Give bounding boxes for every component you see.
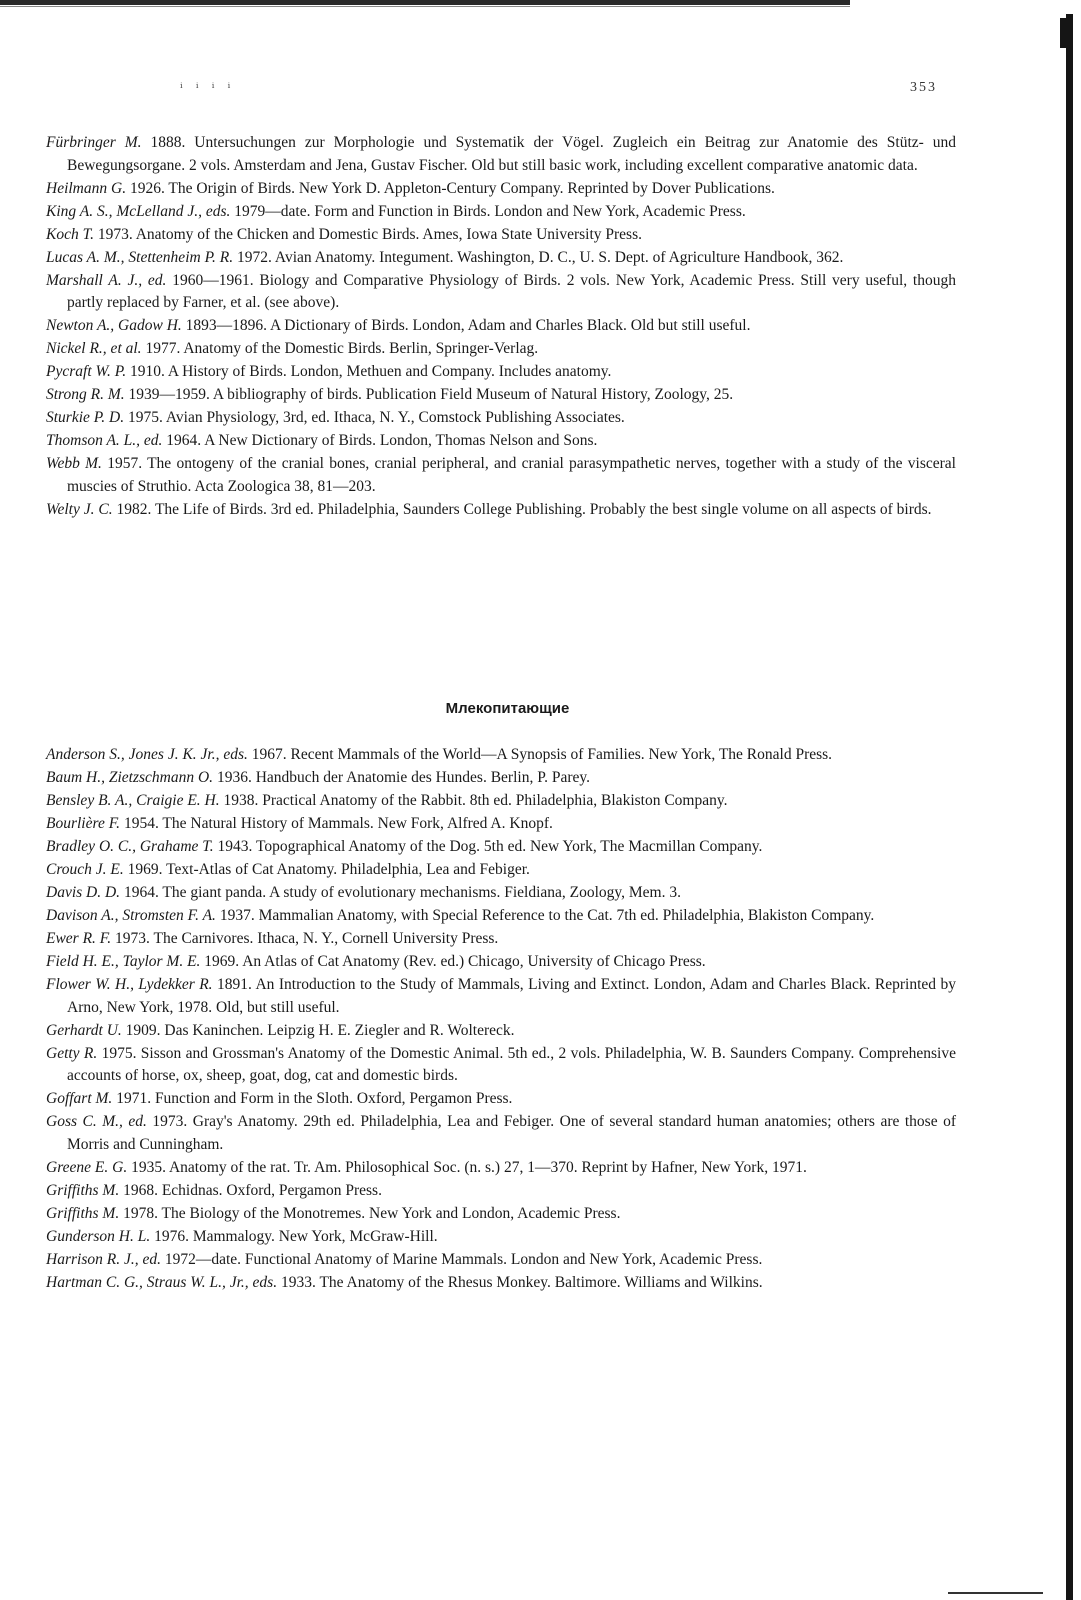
reference-text: 1937. Mammalian Anatomy, with Special Reference to the Cat. 7th ed. Philadelphia, Blakiston Company. xyxy=(215,907,875,924)
page-number: 353 xyxy=(910,80,937,95)
reference-text: 1973. The Carnivores. Ithaca, N. Y., Cornell University Press. xyxy=(111,930,499,947)
reference-text: 1979—date. Form and Function in Birds. London and New York, Academic Press. xyxy=(230,202,746,220)
reference-author: Ewer R. F. xyxy=(46,930,112,947)
reference-entry xyxy=(46,361,956,384)
reference-author: Crouch J. E. xyxy=(46,861,124,878)
top-border-rule xyxy=(0,0,850,5)
reference-entry xyxy=(46,224,956,247)
reference-text: 1977. Anatomy of the Domestic Birds. Berlin, Springer-Verlag. xyxy=(141,340,539,357)
reference-text: 1967. Recent Mammals of the World—A Synopsis of Families. New York, The Ronald Press. xyxy=(247,746,833,763)
reference-entry xyxy=(46,201,956,224)
reference-author: Webb M. xyxy=(46,455,102,472)
reference-entry xyxy=(46,1020,956,1043)
reference-text: 1926. The Origin of Birds. New York D. Appleton-Century Company. Reprinted by Dover Publications. xyxy=(126,179,775,197)
reference-entry xyxy=(46,430,956,453)
reference-text: 1971. Function and Form in the Sloth. Oxford, Pergamon Press. xyxy=(112,1090,513,1107)
reference-entry xyxy=(46,247,956,270)
reference-entry xyxy=(46,315,956,338)
reference-entry xyxy=(46,338,956,361)
reference-entry xyxy=(46,813,956,836)
running-header: ⁱ ⁱ ⁱ ⁱ xyxy=(180,80,236,95)
reference-text: 1960—1961. Biology and Comparative Physiology of Birds. 2 vols. New York, Academic Press. Still very useful, though partly replaced by Farner, et al. (see above). xyxy=(67,271,956,311)
reference-entry xyxy=(46,790,956,813)
reference-text: 1938. Practical Anatomy of the Rabbit. 8th ed. Philadelphia, Blakiston Company. xyxy=(219,792,728,809)
reference-entry xyxy=(46,744,956,767)
reference-entry xyxy=(46,1249,956,1272)
reference-text: 1957. The ontogeny of the cranial bones, cranial peripheral, and cranial parasympathetic nerves, together with a study of the visceral muscies of Struthio. Acta Zoologica 38, 81—203. xyxy=(67,455,956,495)
reference-author: Getty R. xyxy=(46,1044,98,1062)
reference-author: Field H. E., Taylor M. E. xyxy=(46,953,201,970)
reference-author: Lucas A. M., Stettenheim P. R. xyxy=(46,248,234,266)
reference-text: 1954. The Natural History of Mammals. New Fork, Alfred A. Knopf. xyxy=(120,815,553,832)
reference-entry xyxy=(46,951,956,974)
reference-entry xyxy=(46,767,956,790)
reference-author: Bradley O. C., Grahame T. xyxy=(46,838,214,855)
page-edge-shadow xyxy=(1066,14,1073,1600)
reference-text: 1888. Untersuchungen zur Morphologie und Systematik der Vögel. Zugleich ein Beitrag zur Anatomie des Stütz- und Bewegungsorgane. 2 vols. Amsterdam and Jena, Gustav Fischer. Old but still basic work, including excellent comparative anatomic data. xyxy=(67,134,956,174)
reference-text: 1935. Anatomy of the rat. Tr. Am. Philosophical Soc. (n. s.) 27, 1—370. Reprint by Hafner, New York, 1971. xyxy=(127,1158,807,1176)
reference-text: 1969. Text-Atlas of Cat Anatomy. Philadelphia, Lea and Febiger. xyxy=(123,861,530,878)
reference-entry xyxy=(46,928,956,951)
bottom-edge-mark xyxy=(948,1592,1043,1594)
reference-entry xyxy=(46,1203,956,1226)
reference-entry xyxy=(46,1043,956,1088)
reference-author: Baum H., Zietzschmann O. xyxy=(46,769,214,786)
reference-entry xyxy=(46,1272,956,1295)
reference-text: 1975. Avian Physiology, 3rd, ed. Ithaca, N. Y., Comstock Publishing Associates. xyxy=(124,409,625,426)
reference-text: 1969. An Atlas of Cat Anatomy (Rev. ed.) Chicago, University of Chicago Press. xyxy=(200,953,706,970)
reference-text: 1978. The Biology of the Monotremes. New York and London, Academic Press. xyxy=(119,1204,621,1222)
reference-entry xyxy=(46,836,956,859)
reference-text: 1982. The Life of Birds. 3rd ed. Philadelphia, Saunders College Publishing. Probably the best single volume on all aspects of birds. xyxy=(112,500,932,518)
reference-author: Bourlière F. xyxy=(46,815,121,832)
reference-entry xyxy=(46,453,956,498)
reference-text: 1909. Das Kaninchen. Leipzig H. E. Ziegler and R. Woltereck. xyxy=(121,1021,515,1039)
reference-author: Heilmann G. xyxy=(46,179,127,197)
reference-author: Gerhardt U. xyxy=(46,1021,122,1039)
reference-text: 1976. Mammalogy. New York, McGraw-Hill. xyxy=(150,1227,438,1245)
reference-entry xyxy=(46,499,956,522)
reference-text: 1933. The Anatomy of the Rhesus Monkey. Baltimore. Williams and Wilkins. xyxy=(277,1273,763,1291)
reference-author: Goffart M. xyxy=(46,1090,113,1107)
reference-author: Flower W. H., Lydekker R. xyxy=(46,976,213,993)
section-heading: Млекопитающие xyxy=(445,700,570,717)
reference-text: 1964. A New Dictionary of Birds. London, Thomas Nelson and Sons. xyxy=(162,432,598,449)
reference-entry xyxy=(46,1226,956,1249)
reference-text: 1939—1959. A bibliography of birds. Publication Field Museum of Natural History, Zoology, 25. xyxy=(124,386,734,403)
reference-author: Harrison R. J., ed. xyxy=(46,1250,161,1268)
reference-text: 1968. Echidnas. Oxford, Pergamon Press. xyxy=(119,1181,382,1199)
reference-author: Sturkie P. D. xyxy=(46,409,125,426)
birds-reference-list xyxy=(46,132,956,522)
reference-author: Davis D. D. xyxy=(46,884,121,901)
reference-entry xyxy=(46,905,956,928)
reference-entry xyxy=(46,859,956,882)
reference-text: 1943. Topographical Anatomy of the Dog. 5th ed. New York, The Macmillan Company. xyxy=(213,838,763,855)
reference-author: Griffiths M. xyxy=(46,1204,120,1222)
reference-author: Anderson S., Jones J. K. Jr., eds. xyxy=(46,746,248,763)
reference-entry xyxy=(46,270,956,315)
reference-text: 1936. Handbuch der Anatomie des Hundes. Berlin, P. Parey. xyxy=(213,769,591,786)
reference-author: Fürbringer M. xyxy=(46,134,142,151)
reference-author: Pycraft W. P. xyxy=(46,363,127,380)
reference-author: Griffiths M. xyxy=(46,1181,120,1199)
reference-entry xyxy=(46,384,956,407)
reference-entry xyxy=(46,1157,956,1180)
reference-author: Hartman C. G., Straus W. L., Jr., eds. xyxy=(46,1273,278,1291)
reference-text: 1973. Gray's Anatomy. 29th ed. Philadelphia, Lea and Febiger. One of several standard human anatomies; others are those of Morris and Cunningham. xyxy=(67,1113,956,1153)
reference-entry xyxy=(46,178,956,201)
reference-text: 1973. Anatomy of the Chicken and Domestic Birds. Ames, Iowa State University Press. xyxy=(93,225,642,243)
mammals-reference-list xyxy=(46,744,956,1295)
reference-text: 1972—date. Functional Anatomy of Marine Mammals. London and New York, Academic Press. xyxy=(160,1250,763,1268)
reference-entry xyxy=(46,974,956,1019)
reference-entry xyxy=(46,1111,956,1156)
reference-author: Bensley B. A., Craigie E. H. xyxy=(46,792,220,809)
reference-author: Davison A., Stromsten F. A. xyxy=(46,907,216,924)
reference-author: Nickel R., et al. xyxy=(46,340,142,357)
reference-entry xyxy=(46,1180,956,1203)
reference-text: 1975. Sisson and Grossman's Anatomy of the Domestic Animal. 5th ed., 2 vols. Philadelphia, W. B. Saunders Company. Comprehensive accounts of horse, ox, sheep, goat, dog, cat and domestic birds. xyxy=(67,1044,956,1084)
reference-author: Strong R. M. xyxy=(46,386,125,403)
reference-author: Welty J. C. xyxy=(46,500,113,518)
reference-author: Thomson A. L., ed. xyxy=(46,432,163,449)
top-border-thin-rule xyxy=(0,6,850,7)
reference-entry xyxy=(46,407,956,430)
reference-author: Marshall A. J., ed. xyxy=(46,271,167,289)
reference-text: 1910. A History of Birds. London, Methuen and Company. Includes anatomy. xyxy=(126,363,612,380)
reference-text: 1972. Avian Anatomy. Integument. Washington, D. C., U. S. Dept. of Agriculture Handbook, 362. xyxy=(233,248,844,266)
reference-text: 1893—1896. A Dictionary of Birds. London, Adam and Charles Black. Old but still useful. xyxy=(181,317,751,334)
reference-entry xyxy=(46,132,956,177)
reference-entry xyxy=(46,1088,956,1111)
reference-entry xyxy=(46,882,956,905)
reference-author: Koch T. xyxy=(46,225,94,243)
reference-author: King A. S., McLelland J., eds. xyxy=(46,202,231,220)
reference-author: Greene E. G. xyxy=(46,1158,128,1176)
reference-author: Newton A., Gadow H. xyxy=(46,317,182,334)
reference-author: Goss C. M., ed. xyxy=(46,1113,147,1130)
reference-text: 1891. An Introduction to the Study of Mammals, Living and Extinct. London, Adam and Charles Black. Reprinted by Arno, New York, 1978. Old, but still useful. xyxy=(67,976,956,1016)
reference-author: Gunderson H. L. xyxy=(46,1227,151,1245)
reference-text: 1964. The giant panda. A study of evolutionary mechanisms. Fieldiana, Zoology, Mem. 3. xyxy=(120,884,681,901)
